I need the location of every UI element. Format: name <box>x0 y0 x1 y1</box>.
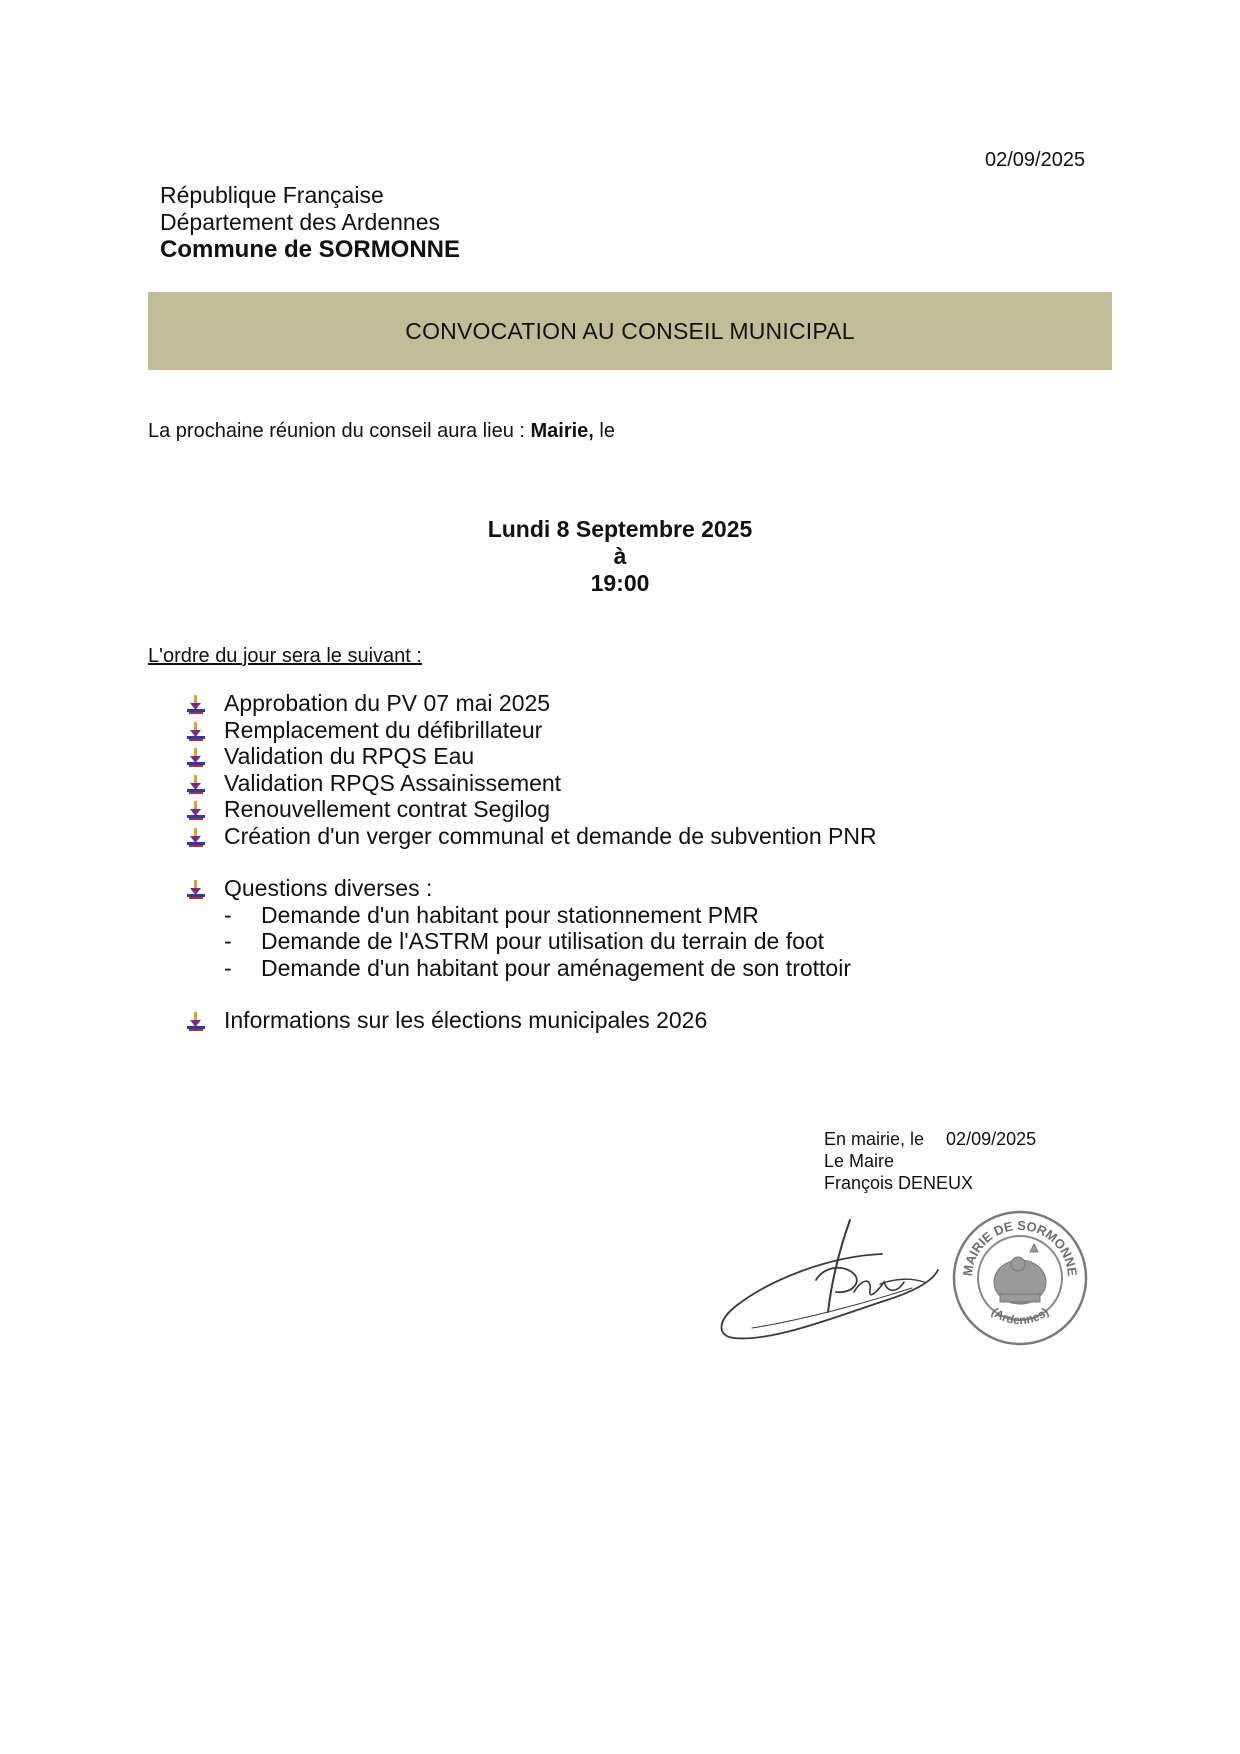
meeting-block <box>0 516 1240 597</box>
agenda-item <box>186 717 877 744</box>
agenda-item-text: Création d'un verger communal et demande de subvention PNR <box>224 822 877 849</box>
intro-line <box>148 420 615 443</box>
arrow-bullet-icon <box>186 800 206 820</box>
agenda-list <box>186 690 877 1034</box>
meeting-date: Lundi 8 Septembre 2025 <box>487 516 753 542</box>
agenda-item-text: Remplacement du défibrillateur <box>224 716 543 743</box>
document-title: CONVOCATION AU CONSEIL MUNICIPAL <box>405 317 855 344</box>
agenda-item-questions <box>186 875 877 902</box>
agenda-item-info <box>186 1007 877 1034</box>
agenda-item <box>186 796 877 823</box>
arrow-bullet-icon <box>186 747 206 767</box>
arrow-bullet-icon <box>186 721 206 741</box>
agenda-item <box>186 770 877 797</box>
commune-line: Commune de SORMONNE <box>160 236 461 263</box>
arrow-bullet-icon <box>186 774 206 794</box>
question-item <box>186 955 877 982</box>
document-date: 02/09/2025 <box>985 149 1086 171</box>
question-item <box>186 928 877 955</box>
agenda-item-text: Validation RPQS Assainissement <box>224 769 562 796</box>
question-item <box>186 902 877 929</box>
signoff-role: Le Maire <box>824 1151 895 1171</box>
agenda-item-text: Validation du RPQS Eau <box>224 743 475 769</box>
agenda-item-text: Approbation du PV 07 mai 2025 <box>224 690 551 716</box>
signoff-block <box>824 1128 1036 1194</box>
agenda-item <box>186 743 877 770</box>
agenda-item <box>186 690 877 717</box>
arrow-bullet-icon <box>186 827 206 847</box>
intro-suffix: le <box>593 420 615 442</box>
dash-bullet: - <box>224 901 232 928</box>
signoff-place: En mairie, le <box>824 1129 925 1149</box>
meeting-connector: à <box>613 543 627 569</box>
meeting-time: 19:00 <box>590 570 650 596</box>
agenda-item-text: Renouvellement contrat Segilog <box>224 796 551 822</box>
seal-bottom-text: (Ardennes) <box>988 1304 1052 1328</box>
signoff-date: 02/09/2025 <box>946 1129 1037 1149</box>
mairie-seal <box>950 1208 1090 1348</box>
signature-image <box>712 1208 952 1348</box>
title-banner <box>148 292 1112 370</box>
questions-label: Questions diverses : <box>224 875 433 901</box>
intro-place: Mairie, <box>530 420 594 442</box>
question-item-text: Demande d'un habitant pour aménagement de son trottoir <box>261 954 851 981</box>
arrow-bullet-icon <box>186 879 206 899</box>
dash-bullet: - <box>224 954 232 981</box>
dash-bullet: - <box>224 928 232 954</box>
intro-text: La prochaine réunion du conseil aura lieu : <box>148 420 531 442</box>
letterhead <box>160 182 460 263</box>
seal-top-text: MAIRIE DE SORMONNE <box>959 1217 1081 1277</box>
department-line: Département des Ardennes <box>160 209 441 235</box>
info-item-text: Informations sur les élections municipales 2026 <box>224 1007 708 1033</box>
arrow-bullet-icon <box>186 694 206 714</box>
question-item-text: Demande de l'ASTRM pour utilisation du terrain de foot <box>261 928 825 954</box>
signoff-name: François DENEUX <box>824 1173 974 1193</box>
agenda-item <box>186 823 877 850</box>
republic-line: République Française <box>160 182 384 208</box>
agenda-heading: L'ordre du jour sera le suivant : <box>148 645 422 667</box>
arrow-bullet-icon <box>186 1011 206 1031</box>
question-item-text: Demande d'un habitant pour stationnement PMR <box>261 901 759 928</box>
